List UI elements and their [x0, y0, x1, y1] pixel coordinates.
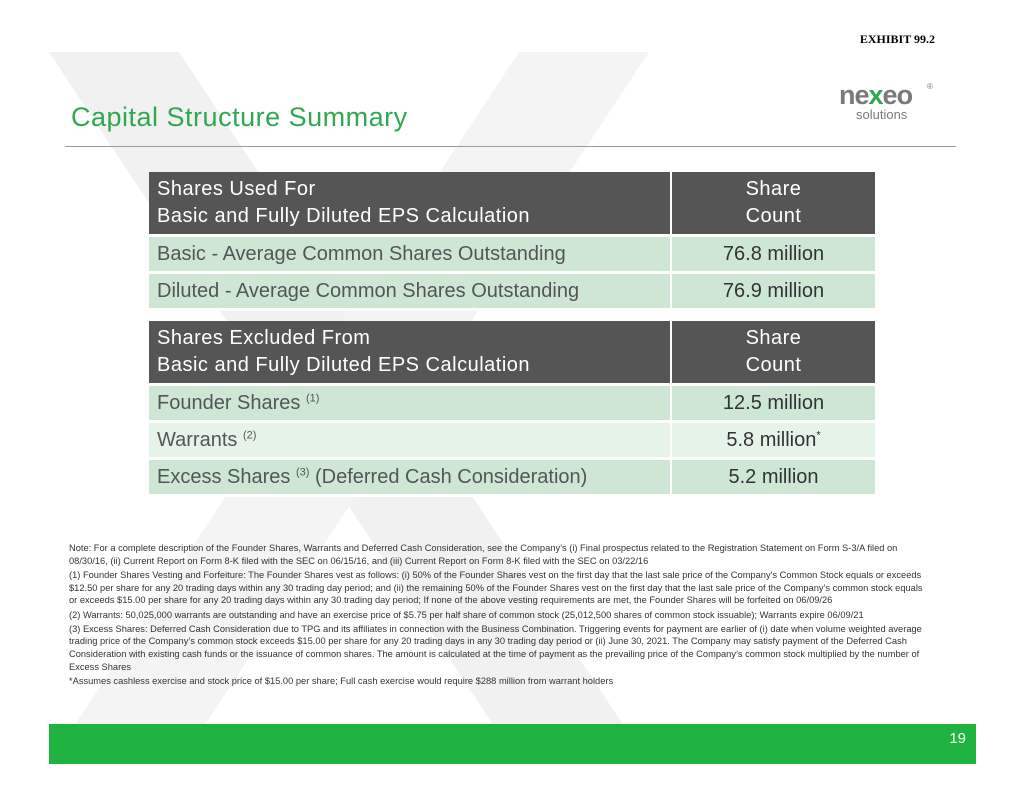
row-value: 5.8 million* [670, 423, 875, 460]
share-count-header: Share Count [670, 172, 875, 237]
footnote-2: (2) Warrants: 50,025,000 warrants are outstanding and have an exercise price of $5.75 per half share of common stock (25,012,500 shares of common stock issuable); Warrants expire 06/09/21 [69, 609, 864, 620]
row-value: 12.5 million [670, 386, 875, 423]
table-row [149, 274, 875, 311]
table-row [149, 386, 875, 423]
row-label: Basic - Average Common Shares Outstanding [149, 237, 670, 274]
slide [49, 52, 976, 764]
shares-used-header: Shares Used For Basic and Fully Diluted EPS Calculation [149, 172, 670, 237]
title-divider [65, 146, 956, 147]
table-row [149, 460, 875, 497]
shares-excluded-table [149, 321, 875, 497]
row-value: 76.8 million [670, 237, 875, 274]
row-value: 5.2 million [670, 460, 875, 497]
table-row [149, 237, 875, 274]
exhibit-label: EXHIBIT 99.2 [859, 32, 935, 46]
footnote-1: (1) Founder Shares Vesting and Forfeiture: The Founder Shares vest as follows: (i) 50% of the Founder Shares vest on the first day that the last sale price of the Company's Common Stock equals or exceeds $12.50 per share for any 20 trading days within any 30 trading day period; and (ii) the remaining 50% of the Founder Shares vest on the first day that the last sale price of the Company’s common stock equals or exceeds $15.00 per share for any 20 trading days within any 30 trading day period; If none of the above vesting requirements are met, the Founder Shares will be forfeited on 06/09/26 [69, 569, 923, 606]
share-count-header: Share Count [670, 321, 875, 386]
page-number: 19 [949, 730, 966, 747]
shares-excluded-header: Shares Excluded From Basic and Fully Diluted EPS Calculation [149, 321, 670, 386]
footnote-general: Note: For a complete description of the Founder Shares, Warrants and Deferred Cash Consideration, see the Company’s (i) Final prospectus related to the Registration Statement on Form S-3/A filed on 08/30/16, (ii) Current Report on Form 8-K filed with the SEC on 06/15/16, and (iii) Current Report on Form 8-K filed with the SEC on 03/22/16 [69, 543, 898, 566]
table-row [149, 423, 875, 460]
footnotes [69, 542, 929, 689]
page-title: Capital Structure Summary [71, 102, 408, 132]
footnote-asterisk: *Assumes cashless exercise and stock price of $15.00 per share; Full cash exercise would require $288 million from warrant holders [69, 676, 614, 687]
table-header [149, 172, 875, 237]
row-label: Excess Shares $^{(3)}$ (Deferred Cash Consideration) [149, 460, 670, 497]
row-label: Warrants $^{(2)}$ [149, 423, 670, 460]
nexeo-logo: nexeo ® solutions [839, 80, 933, 122]
row-label: Founder Shares $^{(1)}$ [149, 386, 670, 423]
row-label: Diluted - Average Common Shares Outstanding [149, 274, 670, 311]
row-value: 76.9 million [670, 274, 875, 311]
table-header [149, 321, 875, 386]
footer-bar [49, 724, 976, 764]
footnote-3: (3) Excess Shares: Deferred Cash Consideration due to TPG and its affiliates in connection with the Business Combination. Triggering events for payment are earlier of (i) date when volume weighted average trading price of the Company’s common stock exceeds $15.00 per share for any 20 trading days in any 30 trading day period or (ii) June 30, 2021. The Company may satisfy payment of the Deferred Cash Consideration with existing cash funds or the issuance of common shares. The amount is calculated at the time of payment as the prevailing price of the Company’s common stock multiplied by the number of Excess Shares [69, 623, 922, 672]
shares-used-table [149, 172, 875, 311]
